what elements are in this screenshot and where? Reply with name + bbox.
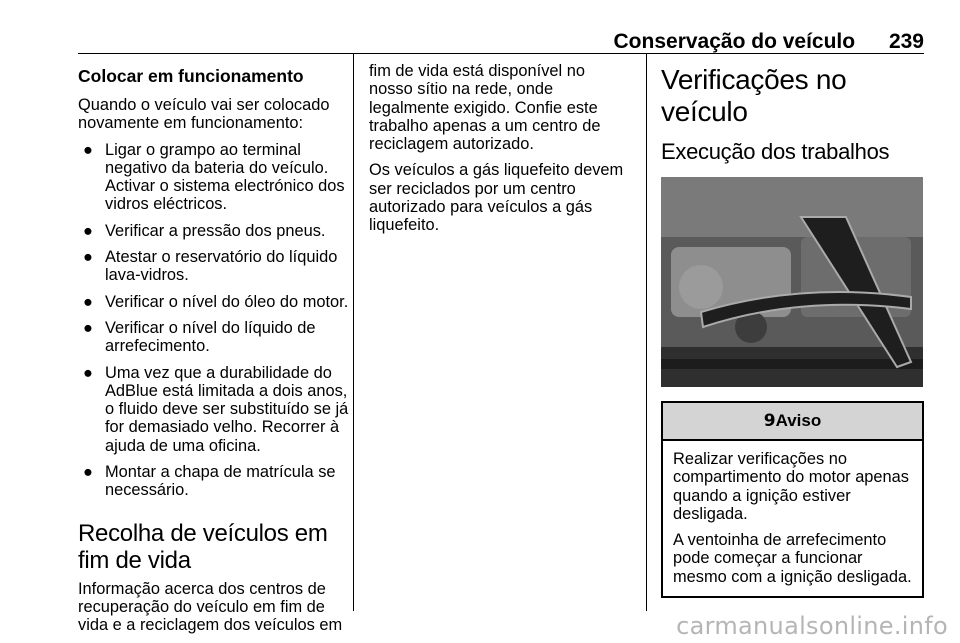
warning-paragraph-2: A ventoinha de arrefecimento pode começar a funcionar mesmo com a ignição desligada. — [673, 531, 912, 586]
list-item: ● Uma vez que a durabilidade do AdBlue está limitada a dois anos, o fluido deve ser substituído se já for demasiado velho. Recorrer à ajuda de uma oficina. — [83, 363, 349, 455]
engine-compartment-photo — [661, 177, 923, 387]
page-header — [78, 30, 924, 52]
column-divider-2 — [646, 54, 647, 611]
page-header-title: Conservação do veículo — [613, 30, 856, 53]
bullet-icon: ● — [83, 318, 93, 337]
warning-icon: 9 — [763, 410, 776, 431]
subsection-heading: Execução dos trabalhos — [661, 139, 890, 164]
engine-photo-illustration — [661, 177, 923, 387]
section-heading-colocar: Colocar em funcionamento — [78, 66, 304, 86]
checklist — [78, 141, 350, 500]
chapter-heading: Verificações no veículo — [661, 64, 847, 127]
warning-paragraph-1: Realizar verificações no compartimento do motor apenas quando a ignição estiver desligada. — [673, 450, 909, 523]
warning-box — [661, 401, 924, 598]
column-2 — [369, 62, 631, 243]
list-item: ● Ligar o grampo ao terminal negativo da bateria do veículo. Activar o sistema electrónico dos vidros eléctricos. — [83, 140, 345, 214]
recolha-paragraph: Informação acerca dos centros de recuperação do veículo em fim de vida e a reciclagem dos veículos em — [78, 579, 343, 635]
section-heading-recolha: Recolha de veículos em fim de vida — [78, 519, 328, 574]
warning-title: Aviso — [775, 410, 822, 430]
page-number: 239 — [888, 30, 924, 53]
list-item: ● Verificar o nível do óleo do motor. — [83, 292, 349, 311]
intro-paragraph: Quando o veículo vai ser colocado novamente em funcionamento: — [78, 96, 330, 133]
bullet-icon: ● — [83, 463, 93, 482]
list-item: ● Verificar o nível do líquido de arrefecimento. — [83, 318, 316, 356]
bullet-icon: ● — [83, 221, 93, 240]
lpg-paragraph: Os veículos a gás liquefeito devem ser reciclados por um centro autorizado para veículos a gás liquefeito. — [369, 161, 624, 235]
list-item: ● Atestar o reservatório do líquido lava-vidros. — [83, 248, 338, 285]
bullet-icon: ● — [83, 363, 93, 382]
recycling-paragraph: fim de vida está disponível no nosso sítio na rede, onde legalmente exigido. Confie este trabalho apenas a um centro de reciclagem autorizado. — [369, 62, 601, 154]
warning-body — [663, 441, 922, 596]
list-item: ● Verificar a pressão dos pneus. — [83, 221, 326, 240]
warning-header — [663, 403, 922, 441]
bullet-icon: ● — [83, 140, 93, 159]
bullet-icon: ● — [83, 248, 93, 267]
column-divider-1 — [353, 54, 354, 611]
bullet-icon: ● — [83, 292, 93, 311]
list-item: ● Montar a chapa de matrícula se necessário. — [83, 463, 336, 500]
column-3 — [661, 62, 925, 598]
header-rule — [78, 53, 924, 54]
watermark-logo: carmanualsonline.info — [676, 612, 948, 640]
column-1 — [78, 62, 350, 643]
